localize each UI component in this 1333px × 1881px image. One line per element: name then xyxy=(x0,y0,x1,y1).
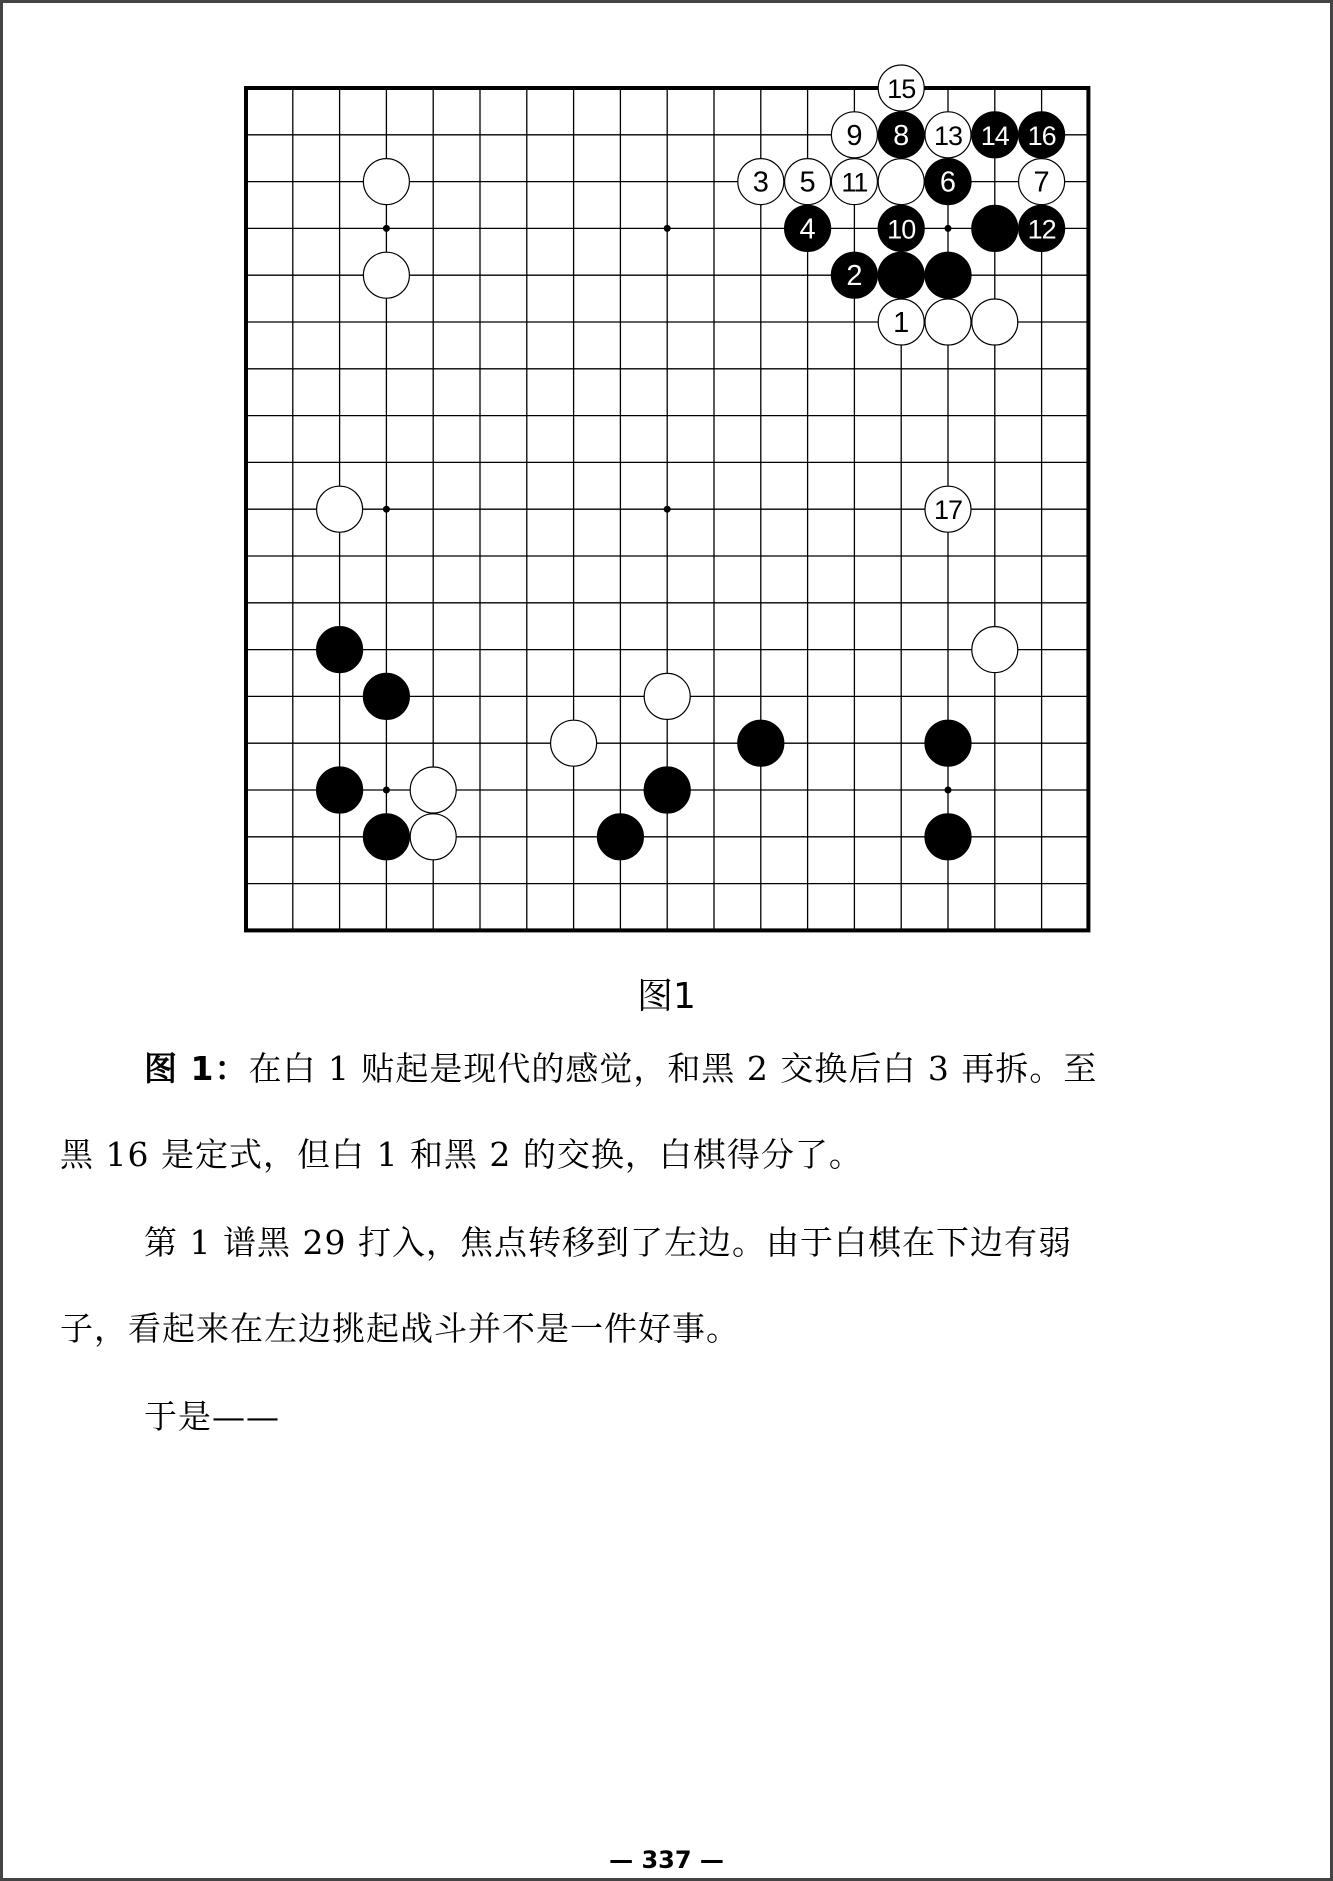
black-stone xyxy=(597,814,643,860)
move-number: 5 xyxy=(799,166,816,199)
move-number: 15 xyxy=(887,74,916,104)
white-stone xyxy=(551,720,597,766)
move-number: 12 xyxy=(1027,214,1056,245)
star-point xyxy=(664,225,671,232)
white-stone xyxy=(644,673,690,719)
black-stone xyxy=(925,252,971,298)
paragraph-3 xyxy=(60,1374,1280,1460)
black-stone xyxy=(925,720,971,766)
move-number: 16 xyxy=(1027,120,1056,151)
text-line: 于是—— xyxy=(144,1397,280,1436)
move-number: 4 xyxy=(799,213,816,246)
black-stone xyxy=(317,627,363,673)
go-board-diagram xyxy=(220,60,1120,940)
text-line: 黑 16 是定式，但白 1 和黑 2 的交换，白棋得分了。 xyxy=(60,1135,863,1174)
black-stone xyxy=(878,252,924,298)
white-stone xyxy=(972,627,1018,673)
text-line: 在白 1 贴起是现代的感觉，和黑 2 交换后白 3 再拆。至 xyxy=(248,1049,1098,1088)
white-stone xyxy=(972,299,1018,345)
white-stone xyxy=(878,159,924,205)
figure-caption: 图1 xyxy=(637,976,696,1017)
move-number: 6 xyxy=(939,166,957,199)
star-point xyxy=(945,225,952,232)
move-number: 10 xyxy=(887,214,916,245)
star-point xyxy=(945,787,952,794)
move-number: 2 xyxy=(846,260,863,293)
white-stone xyxy=(925,299,971,345)
black-stone xyxy=(317,767,363,813)
star-point xyxy=(383,225,390,232)
black-stone xyxy=(738,720,784,766)
figure-label: 图 1： xyxy=(144,1049,249,1088)
text-line: 子，看起来在左边挑起战斗并不是一件好事。 xyxy=(60,1309,740,1348)
move-number: 9 xyxy=(846,119,863,152)
white-stone xyxy=(363,159,409,205)
paragraph-2 xyxy=(60,1200,1280,1372)
move-number: 13 xyxy=(933,120,963,151)
star-point xyxy=(664,506,671,513)
move-number: 7 xyxy=(1033,166,1050,199)
move-number: 8 xyxy=(893,119,910,152)
white-stone xyxy=(317,486,363,532)
white-stone xyxy=(410,814,456,860)
star-point xyxy=(383,787,390,794)
star-point xyxy=(383,506,390,513)
white-stone xyxy=(410,767,456,813)
black-stone xyxy=(644,767,690,813)
white-stone xyxy=(363,252,409,298)
text-line: 第 1 谱黑 29 打入，焦点转移到了左边。由于白棋在下边有弱 xyxy=(144,1223,1072,1262)
black-stone xyxy=(363,673,409,719)
move-number: 11 xyxy=(841,167,868,198)
black-stone xyxy=(925,814,971,860)
page-number: — 337 — xyxy=(609,1846,724,1874)
black-stone xyxy=(972,205,1018,251)
move-number: 1 xyxy=(893,307,910,339)
paragraph-figure-1 xyxy=(60,1026,1280,1198)
move-number: 3 xyxy=(752,166,769,199)
move-number: 14 xyxy=(980,120,1009,151)
move-number: 17 xyxy=(933,495,963,526)
black-stone xyxy=(363,814,409,860)
